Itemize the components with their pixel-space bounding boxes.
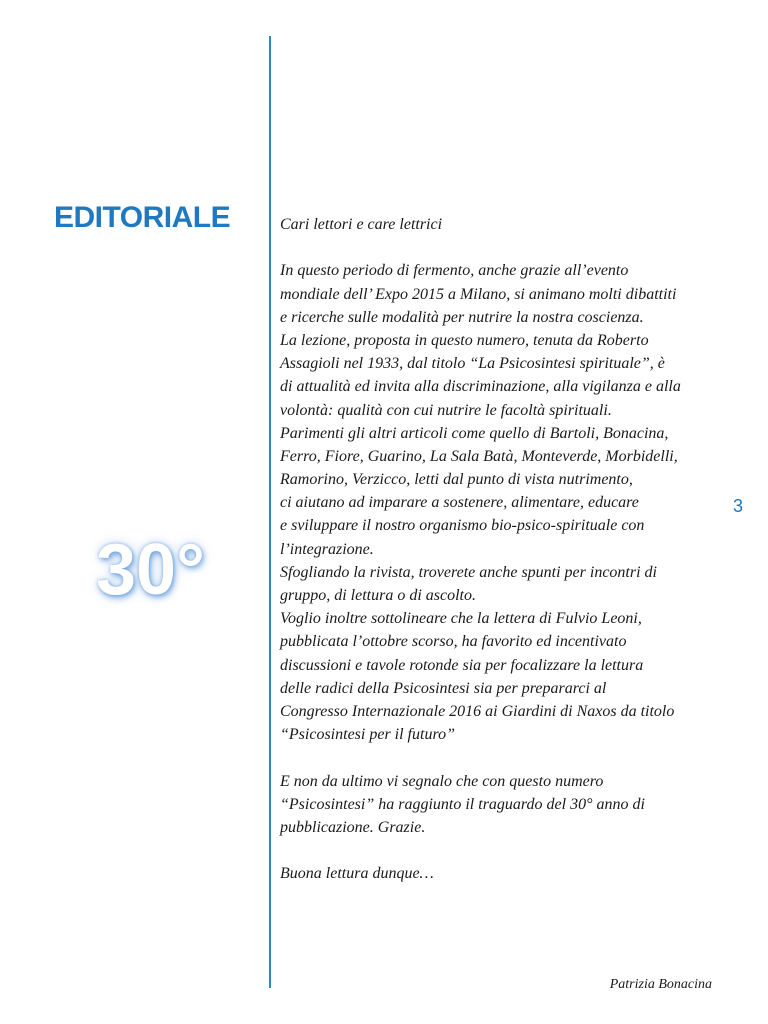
text-line: e ricerche sulle modalità per nutrire la nostra coscienza. bbox=[280, 308, 644, 326]
text-line: Assagioli nel 1933, dal titolo “La Psicosintesi spirituale”, è bbox=[280, 355, 665, 373]
text-line: Parimenti gli altri articoli come quello di Bartoli, Bonacina, bbox=[280, 424, 669, 442]
text-line: E non da ultimo vi segnalo che con questo numero bbox=[280, 772, 604, 790]
text-line: La lezione, proposta in questo numero, tenuta da Roberto bbox=[280, 331, 649, 349]
text-line: delle radici della Psicosintesi sia per prepararci al bbox=[280, 679, 607, 697]
text-line: In questo periodo di fermento, anche grazie all’evento bbox=[280, 262, 629, 280]
text-line: Cari lettori e care lettrici bbox=[280, 216, 443, 233]
text-line: “Psicosintesi per il futuro” bbox=[280, 726, 455, 744]
author-signature: Patrizia Bonacina bbox=[609, 977, 712, 992]
paragraph-gap bbox=[280, 746, 740, 769]
text-line: e sviluppare il nostro organismo bio-psico-spirituale con bbox=[280, 517, 645, 535]
text-line: pubblicata l’ottobre scorso, ha favorito ed incentivato bbox=[280, 633, 627, 651]
section-title: EDITORIALE bbox=[54, 201, 231, 234]
text-line: “Psicosintesi” ha raggiunto il traguardo del 30° anno di bbox=[280, 795, 645, 813]
text-line: ci aiutano ad imparare a sostenere, alimentare, educare bbox=[280, 494, 639, 512]
text-line: l’integrazione. bbox=[280, 540, 374, 558]
text-line: Ferro, Fiore, Guarino, La Sala Batà, Monteverde, Morbidelli, bbox=[280, 447, 678, 465]
text-line: Ramorino, Verzicco, letti dal punto di vista nutrimento, bbox=[280, 471, 633, 489]
text-line: Buona lettura dunque… bbox=[280, 865, 434, 883]
paragraph-gap bbox=[280, 839, 740, 862]
text-line: di attualità ed invita alla discriminazione, alla vigilanza e alla bbox=[280, 378, 681, 396]
text-line: volontà: qualità con cui nutrire le facoltà spirituali. bbox=[280, 401, 612, 419]
text-line: Congresso Internazionale 2016 ai Giardini di Naxos da titolo bbox=[280, 702, 675, 720]
text-line: Sfogliando la rivista, troverete anche spunti per incontri di bbox=[280, 563, 657, 581]
anniversary-badge: 30° bbox=[96, 530, 205, 610]
text-line: pubblicazione. Grazie. bbox=[280, 818, 426, 836]
text-line: discussioni e tavole rotonde sia per focalizzare la lettura bbox=[280, 656, 644, 674]
text-line: Voglio inoltre sottolineare che la lettera di Fulvio Leoni, bbox=[280, 610, 642, 628]
paragraph-gap bbox=[280, 236, 740, 259]
editorial-body bbox=[280, 213, 740, 885]
text-line: gruppo, di lettura o di ascolto. bbox=[280, 587, 476, 604]
text-line: mondiale dell’ Expo 2015 a Milano, si animano molti dibattiti bbox=[280, 285, 677, 303]
page-number: 3 bbox=[733, 496, 744, 516]
vertical-divider bbox=[269, 36, 271, 988]
